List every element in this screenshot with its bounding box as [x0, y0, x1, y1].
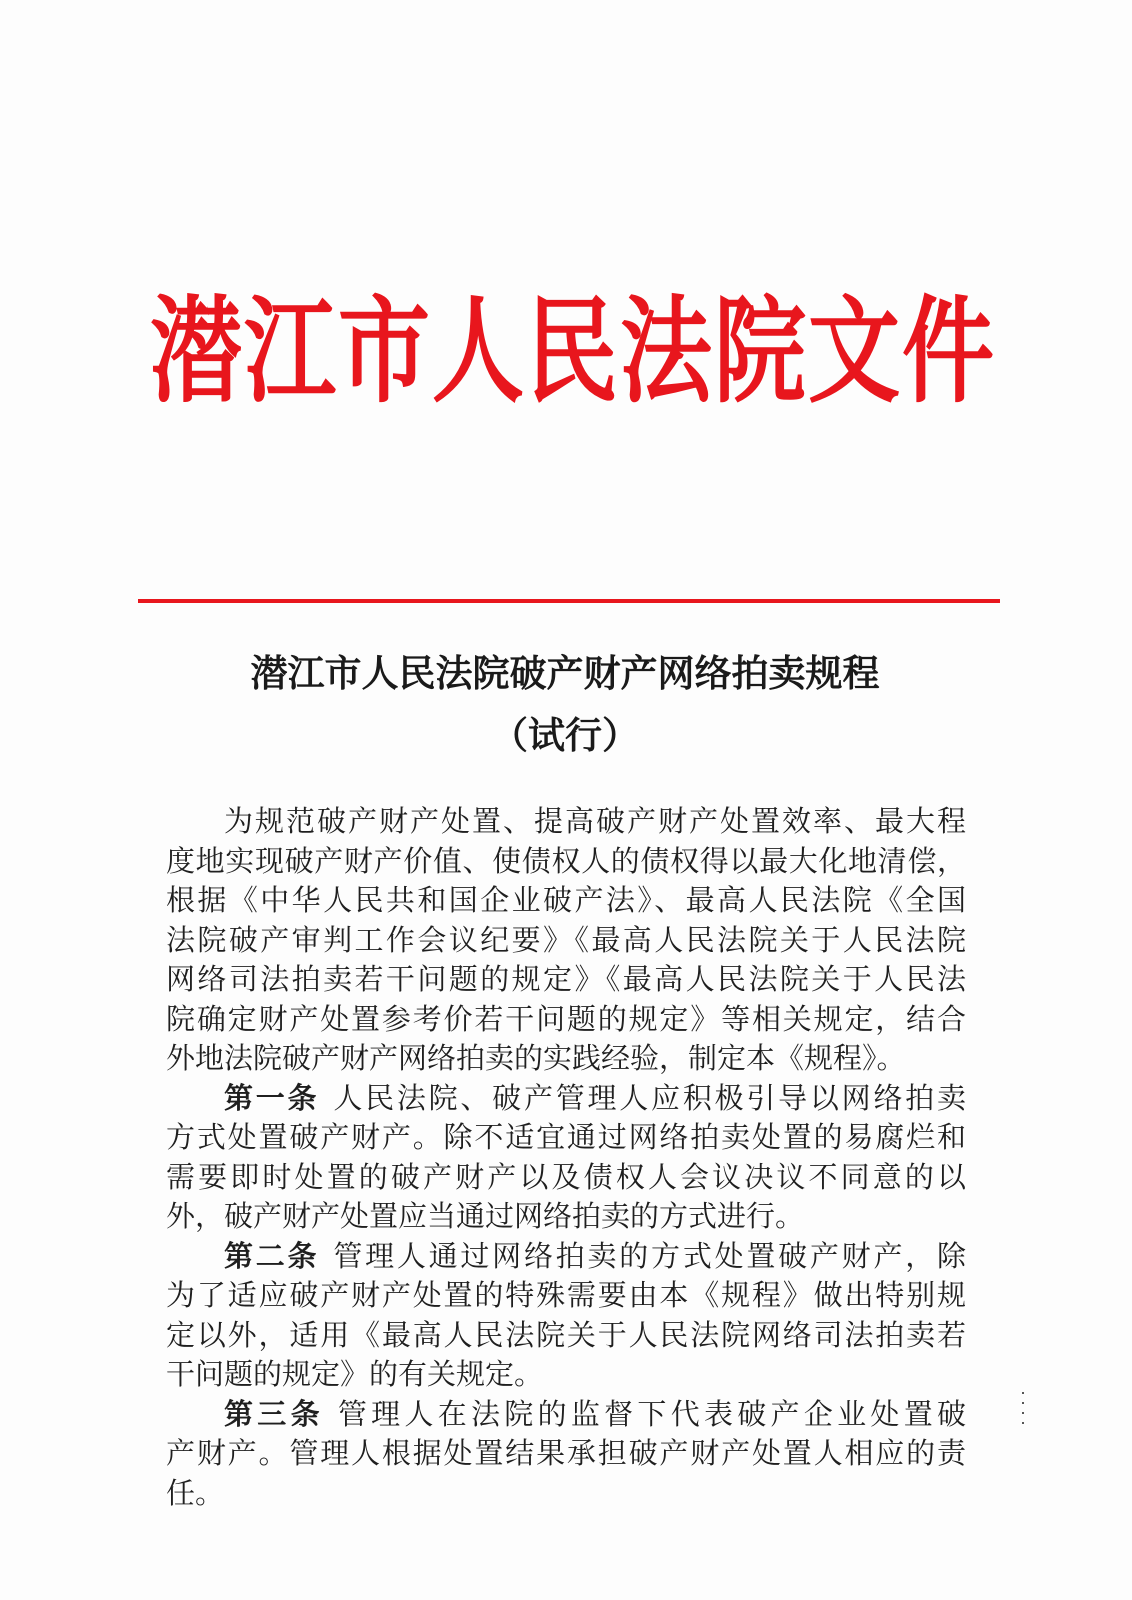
text-line: 根据《中华人民共和国企业破产法》、最高人民法院《全国 — [166, 883, 966, 917]
article-first-line — [166, 1079, 966, 1119]
text-line: 干问题的规定》的有关规定。 — [166, 1357, 544, 1391]
text-line: 度地实现破产财产价值、使债权人的债权得以最大化地清偿， — [166, 843, 966, 878]
article-label: 第二条 — [224, 1238, 320, 1273]
text-line: 需要即时处置的破产财产以及债权人会议决议不同意的以 — [166, 1159, 966, 1194]
scan-artifact-dots — [1022, 1392, 1028, 1432]
article-text: 管理人在法院的监督下代表破产企业处置破 — [337, 1396, 966, 1431]
text-line: 任。 — [166, 1475, 225, 1510]
article-first-line — [166, 1237, 966, 1277]
text-line: 院确定财产处置参考价若干问题的规定》等相关规定，结合 — [166, 1001, 966, 1036]
preamble-paragraph — [166, 802, 966, 1079]
text-line: 外地法院破产财产网络拍卖的实践经验，制定本《规程》。 — [166, 1041, 906, 1075]
article-label: 第一条 — [224, 1080, 320, 1115]
article-first-line — [166, 1395, 966, 1435]
text-line: 法院破产审判工作会议纪要》《最高人民法院关于人民法院 — [166, 922, 966, 957]
article-text: 人民法院、破产管理人应积极引导以网络拍卖 — [333, 1080, 966, 1115]
text-line: 为规范破产财产处置、提高破产财产处置效率、最大程 — [224, 804, 966, 838]
red-divider-line — [138, 599, 1000, 603]
text-line: 外，破产财产处置应当通过网络拍卖的方式进行。 — [166, 1199, 805, 1233]
text-line: 网络司法拍卖若干问题的规定》《最高人民法院关于人民法 — [166, 962, 966, 996]
article-1 — [166, 1079, 966, 1237]
document-subtitle: （试行） — [491, 714, 639, 757]
text-line: 为了适应破产财产处置的特殊需要由本《规程》做出特别规 — [166, 1278, 966, 1312]
text-line: 定以外，适用《最高人民法院关于人民法院网络司法拍卖若 — [166, 1317, 966, 1352]
article-text: 管理人通过网络拍卖的方式处置破产财产，除 — [333, 1238, 966, 1273]
article-2 — [166, 1237, 966, 1395]
document-body — [166, 802, 966, 1513]
text-line: 方式处置破产财产。除不适宜通过网络拍卖处置的易腐烂和 — [166, 1120, 966, 1154]
document-title: 潜江市人民法院破产财产网络拍卖规程 — [250, 652, 880, 695]
article-3 — [166, 1395, 966, 1514]
article-label: 第三条 — [224, 1396, 324, 1431]
text-line: 产财产。管理人根据处置结果承担破产财产处置人相应的责 — [166, 1436, 966, 1470]
red-masthead-title: 潜江市人民法院文件 — [150, 283, 997, 419]
